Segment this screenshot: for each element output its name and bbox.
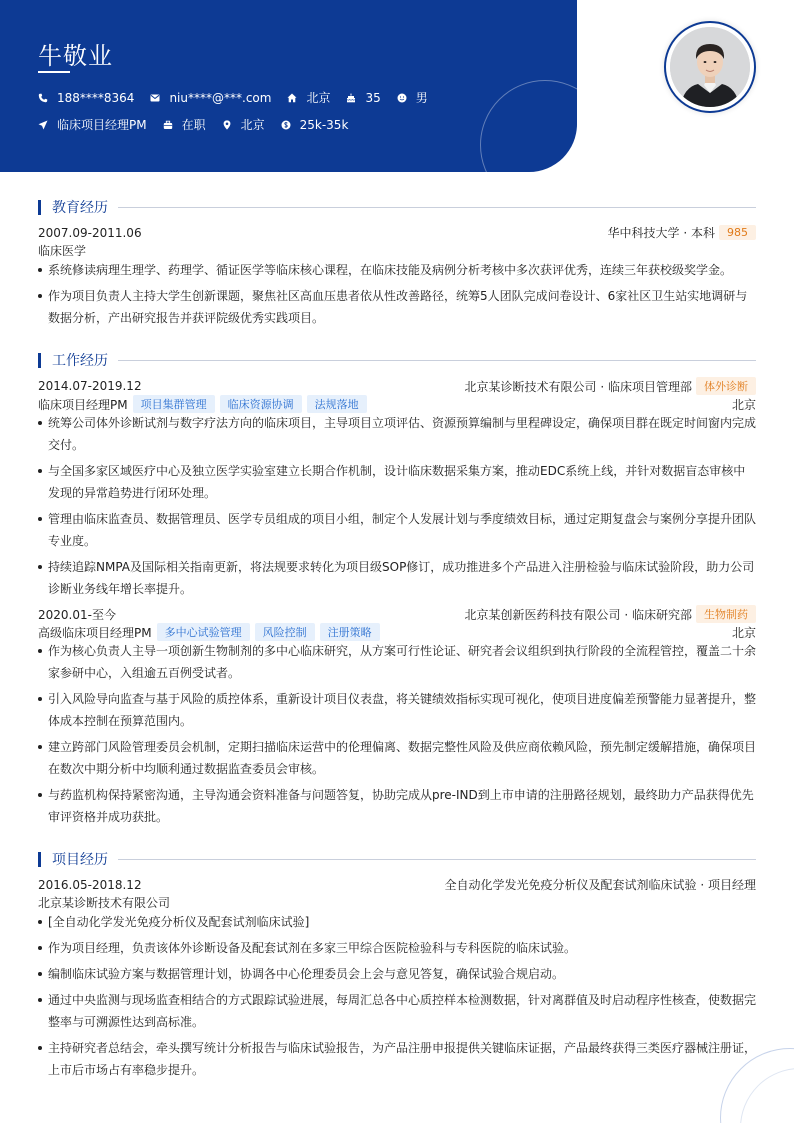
school-name: 华中科技大学 · 本科 xyxy=(607,226,715,240)
smiley-icon xyxy=(397,93,407,103)
list-item: 建立跨部门风险管理委员会机制，定期扫描临床运营中的伦理偏离、数据完整性风险及供应商依赖风险，预先制定缓解措施，确保项目在数次中期分析中均顺利通过数据监查委员会审核。 xyxy=(38,736,756,780)
education-section-title xyxy=(38,197,756,217)
cake-icon xyxy=(346,93,356,103)
skill-tag: 风险控制 xyxy=(255,623,315,641)
skill-tag: 临床资源协调 xyxy=(220,395,302,413)
name-underline xyxy=(38,71,70,73)
project-company-row xyxy=(38,894,756,911)
target-job-text: 临床项目经理PM xyxy=(57,118,147,132)
company-name: 北京某诊断技术有限公司 · 临床项目管理部 xyxy=(464,379,692,394)
industry-tag: 体外诊断 xyxy=(696,377,756,395)
city-text: 北京 xyxy=(306,91,331,105)
money-icon xyxy=(281,120,291,130)
section-heading: 工作经历 xyxy=(52,353,108,369)
list-item: 作为核心负责人主导一项创新生物制剂的多中心临床研究，从方案可行性论证、研究者会议组织到执行阶段的全流程管控，覆盖二十余家参研中心，入组逾五百例受试者。 xyxy=(38,640,756,684)
avatar xyxy=(670,27,750,107)
work-location: 北京 xyxy=(731,625,756,640)
target-city-text: 北京 xyxy=(240,118,265,132)
list-item: 作为项目经理，负责该体外诊断设备及配套试剂在多家三甲综合医院检验科与专科医院的临床试验。 xyxy=(38,937,756,959)
location-pin-icon xyxy=(222,120,232,130)
phone-item xyxy=(38,91,134,105)
header-banner xyxy=(0,0,577,172)
status-item xyxy=(163,116,206,133)
status-text: 在职 xyxy=(181,118,206,132)
education-major-row xyxy=(38,242,756,259)
list-item: 主持研究者总结会，牵头撰写统计分析报告与临床试验报告，为产品注册申报提供关键临床证据，产品最终获得三类医疗器械注册证，上市后市场占有率稳步提升。 xyxy=(38,1037,756,1081)
gender-item xyxy=(397,89,428,106)
title-bar xyxy=(38,852,41,867)
age-text: 35 xyxy=(365,90,381,105)
list-item: [全自动化学发光免疫分析仪及配套试剂临床试验] xyxy=(38,911,756,933)
title-divider xyxy=(118,207,756,208)
phone-icon xyxy=(38,93,48,103)
position: 高级临床项目经理PM xyxy=(38,625,152,640)
title-bar xyxy=(38,200,41,215)
work-position-row xyxy=(38,395,756,413)
salary-item xyxy=(281,118,349,132)
list-item: 统筹公司体外诊断试剂与数字疗法方向的临床项目，主导项目立项评估、资源预算编制与里程碑设定，确保项目群在既定时间窗内完成交付。 xyxy=(38,412,756,456)
candidate-name: 牛敬业 xyxy=(38,42,113,70)
profile-photo-frame xyxy=(664,21,756,113)
list-item: 与全国多家区域医疗中心及独立医学实验室建立长期合作机制，设计临床数据采集方案，推动EDC系统上线，并针对数据盲态审核中发现的异常趋势进行闭环处理。 xyxy=(38,460,756,504)
list-item: 与药监机构保持紧密沟通，主导沟通会资料准备与问题答复，协助完成从pre-IND到上市申请的注册路径规划，最终助力产品获得优先审评资格并成功获批。 xyxy=(38,784,756,828)
contact-row xyxy=(38,89,444,106)
skill-tag: 注册策略 xyxy=(320,623,380,641)
work-date: 2014.07-2019.12 xyxy=(38,379,142,393)
job-intent-row xyxy=(38,116,364,133)
work-section-title xyxy=(38,350,756,370)
list-item: 引入风险导向监查与基于风险的质控体系，重新设计项目仪表盘，将关键绩效指标实现可视化，使项目进度偏差预警能力显著提升，整体成本控制在预算范围内。 xyxy=(38,688,756,732)
age-item xyxy=(346,91,380,105)
project-name-role: 全自动化学发光免疫分析仪及配套试剂临床试验 · 项目经理 xyxy=(444,878,756,892)
list-item: 系统修读病理生理学、药理学、循证医学等临床核心课程，在临床技能及病例分析考核中多次获评优秀，连续三年获校级奖学金。 xyxy=(38,259,756,281)
email-item xyxy=(150,91,271,105)
title-divider xyxy=(118,360,756,361)
list-item: 编制临床试验方案与数据管理计划，协调各中心伦理委员会上会与意见答复，确保试验合规启动。 xyxy=(38,963,756,985)
title-bar xyxy=(38,353,41,368)
education-entry-header xyxy=(38,224,756,241)
home-icon xyxy=(287,93,297,103)
school-tag: 985 xyxy=(719,225,756,240)
list-item: 通过中央监测与现场监查相结合的方式跟踪试验进展，每周汇总各中心质控样本检测数据，针对离群值及时启动程序性核查，使数据完整率与可溯源性达到高标准。 xyxy=(38,989,756,1033)
city-item xyxy=(287,89,330,106)
skill-tag: 法规落地 xyxy=(307,395,367,413)
section-heading: 教育经历 xyxy=(52,200,108,216)
skill-tag: 项目集群管理 xyxy=(133,395,215,413)
project-entry-header xyxy=(38,876,756,893)
send-icon xyxy=(38,120,48,130)
list-item: 管理由临床监查员、数据管理员、医学专员组成的项目小组，制定个人发展计划与季度绩效目标，通过定期复盘会与案例分享提升团队专业度。 xyxy=(38,508,756,552)
gender-text: 男 xyxy=(415,91,428,105)
project-company: 北京某诊断技术有限公司 xyxy=(38,896,171,910)
target-job-item xyxy=(38,116,147,133)
major: 临床医学 xyxy=(38,244,87,258)
work-entry-header xyxy=(38,377,756,395)
work-location: 北京 xyxy=(731,397,756,412)
work-entry-header xyxy=(38,605,756,623)
decorative-circle xyxy=(480,80,577,172)
position: 临床项目经理PM xyxy=(38,397,128,412)
title-divider xyxy=(118,859,756,860)
project-date: 2016.05-2018.12 xyxy=(38,877,142,892)
briefcase-icon xyxy=(163,120,173,130)
project-section-title xyxy=(38,849,756,869)
work-date: 2020.01-至今 xyxy=(38,607,116,622)
salary-text: 25k-35k xyxy=(299,117,349,132)
list-item: 作为项目负责人主持大学生创新课题，聚焦社区高血压患者依从性改善路径，统筹5人团队完成问卷设计、6家社区卫生站实地调研与数据分析，产出研究报告并获评院级优秀实践项目。 xyxy=(38,285,756,329)
mail-icon xyxy=(150,93,160,103)
section-heading: 项目经历 xyxy=(52,852,108,868)
phone-number: 188****8364 xyxy=(57,90,135,105)
company-name: 北京某创新医药科技有限公司 · 临床研究部 xyxy=(464,607,692,622)
work-position-row xyxy=(38,623,756,641)
email-address: niu****@***.com xyxy=(169,90,272,105)
target-city-item xyxy=(222,116,265,133)
list-item: 持续追踪NMPA及国际相关指南更新，将法规要求转化为项目级SOP修订，成功推进多个产品进入注册检验与临床试验阶段，助力公司诊断业务线年增长率提升。 xyxy=(38,556,756,600)
industry-tag: 生物制药 xyxy=(696,605,756,623)
skill-tag: 多中心试验管理 xyxy=(157,623,250,641)
education-date: 2007.09-2011.06 xyxy=(38,225,142,240)
